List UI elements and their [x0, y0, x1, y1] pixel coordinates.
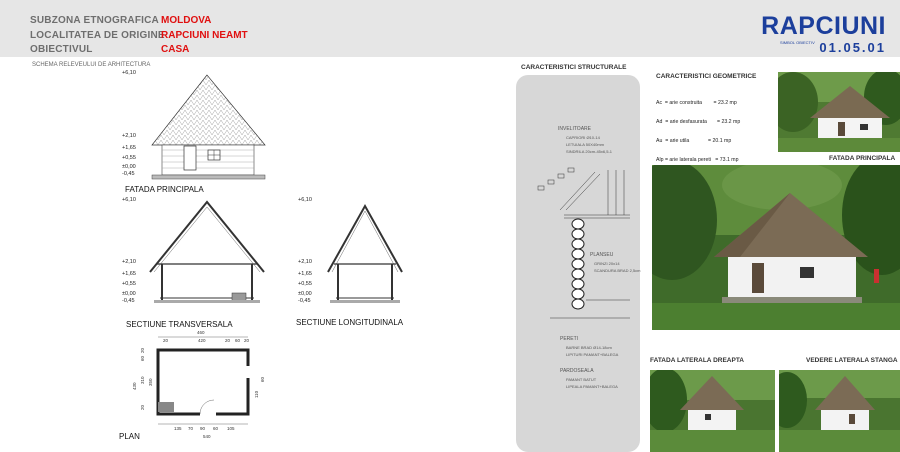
facade-caption: FATADA PRINCIPALA: [125, 185, 204, 194]
transversal-caption: SECTIUNE TRANSVERSALA: [126, 320, 233, 329]
photo-main-caption: FATADA PRINCIPALA: [829, 155, 896, 162]
header-value-zone: MOLDOVA: [161, 15, 212, 26]
pereti-item-2: LIPITURI PAMANT+BALEGA: [566, 352, 619, 357]
longitudinal-caption: SECTIUNE LONGITUDINALA: [296, 318, 404, 327]
transversal-section-drawing: [140, 198, 270, 310]
longitudinal-level-3: +0,55: [298, 281, 312, 287]
plan-dim-left-4: 20: [140, 347, 145, 353]
transversal-level-2: +1,65: [122, 271, 136, 277]
header-value-objective: CASA: [161, 44, 190, 55]
photo-left-caption: VEDERE LATERALA STANGA: [806, 357, 898, 364]
header-label-zone: SUBZONA ETNOGRAFICA: [30, 15, 159, 26]
page-title: RAPCIUNI: [761, 12, 886, 40]
facade-level-2: +1,65: [122, 145, 136, 151]
photo-right-caption: FATADA LATERALA DREAPTA: [650, 357, 744, 364]
invelitoare-title: INVELITOARE: [558, 126, 591, 132]
facade-level-4: ±0,00: [122, 164, 136, 170]
photo-right: [650, 370, 775, 452]
geometric-title: CARACTERISTICI GEOMETRICE: [656, 73, 757, 80]
pardoseala-item-1: PAMANT BATUT: [566, 377, 597, 382]
plan-dim-left-2: 310: [140, 376, 145, 384]
facade-level-top: +6,10: [122, 70, 136, 76]
plan-dim-bottom-4: 60: [213, 426, 219, 431]
plan-dim-left-3: 60: [140, 355, 145, 361]
plan-dim-top-4: 60: [235, 338, 241, 343]
transversal-level-3: +0,55: [122, 281, 136, 287]
plan-dim-top-total: 460: [197, 330, 205, 335]
transversal-level-top: +6,10: [122, 197, 136, 203]
plan-dim-top-2: 420: [198, 338, 206, 343]
plan-dim-bottom-5: 105: [227, 426, 235, 431]
plan-dim-bottom-3: 90: [200, 426, 206, 431]
longitudinal-level-1: +2,10: [298, 259, 312, 265]
schema-title: SCHEMA RELEVEULUI DE ARHITECTURA: [32, 62, 151, 68]
plan-dim-left-1: 20: [140, 404, 145, 410]
header-value-locality: RAPCIUNI NEAMT: [161, 30, 248, 41]
geometric-line: Au = arie utila = 20.1 mp: [656, 138, 732, 145]
photo-main-small: [778, 72, 900, 152]
header-label-objective: OBIECTIVUL: [30, 44, 93, 55]
geometric-line: Ac = arie construita = 23.2 mp: [656, 99, 737, 106]
longitudinal-level-2: +1,65: [298, 271, 312, 277]
plan-dim-left-inner: 350: [148, 378, 153, 386]
longitudinal-level-4: ±0,00: [298, 291, 312, 297]
plan-dim-right-1: 110: [254, 390, 259, 398]
plan-caption: PLAN: [119, 432, 140, 441]
plan-dim-right-2: 60: [260, 376, 265, 382]
geometric-line: Ad = arie desfasurata = 23.2 mp: [656, 119, 741, 126]
longitudinal-level-top: +6,10: [298, 197, 312, 203]
structural-detail-drawing: [520, 160, 641, 320]
plan-dim-top-3: 20: [225, 338, 231, 343]
plan-dim-left-total: 430: [132, 382, 137, 390]
plan-dim-bottom-total: 540: [203, 434, 211, 439]
transversal-level-5: -0,45: [122, 298, 135, 304]
facade-drawing: [140, 70, 270, 182]
pereti-title: PERETI: [560, 336, 579, 342]
plan-dim-top-5: 20: [244, 338, 250, 343]
plan-dim-bottom-2: 70: [188, 426, 194, 431]
code-label: SIMBOL OBIECTIV: [780, 40, 815, 45]
invelitoare-item-2: LETUIALA 50X40mm: [566, 142, 605, 147]
photo-main-large: [652, 165, 900, 330]
pardoseala-title: PARDOSEALA: [560, 368, 594, 374]
facade-level-5: -0,45: [122, 171, 135, 177]
transversal-level-4: ±0,00: [122, 291, 136, 297]
object-code: 01.05.01: [819, 40, 886, 55]
plan-drawing: [130, 326, 270, 442]
photo-left: [779, 370, 900, 452]
invelitoare-item-1: CAPRIORI Ø10-14: [566, 135, 600, 140]
transversal-level-1: +2,10: [122, 259, 136, 265]
planseu-item-2: SCANDURA BRAD 2,5cm: [594, 268, 641, 273]
structural-title: CARACTERISTICI STRUCTURALE: [521, 64, 627, 71]
plan-dim-top-1: 20: [163, 338, 169, 343]
pardoseala-item-2: LIPEALA PAMANT+BALEGA: [566, 384, 618, 389]
longitudinal-section-drawing: [320, 198, 420, 310]
facade-level-3: +0,55: [122, 155, 136, 161]
pereti-item-1: BARNE BRAD Ø14-18cm: [566, 345, 612, 350]
geometric-line: Alp = arie laterala pereti = 73.1 mp: [656, 157, 739, 164]
planseu-title: PLANSEU: [590, 252, 614, 258]
invelitoare-item-3: SINDRILA 20cm-45x6,5-1: [566, 149, 613, 154]
planseu-item-1: GRINZI 20x14: [594, 261, 620, 266]
header-label-locality: LOCALITATEA DE ORIGINE: [30, 30, 165, 41]
longitudinal-level-5: -0,45: [298, 298, 311, 304]
facade-level-1: +2,10: [122, 133, 136, 139]
plan-dim-bottom-1: 135: [174, 426, 182, 431]
